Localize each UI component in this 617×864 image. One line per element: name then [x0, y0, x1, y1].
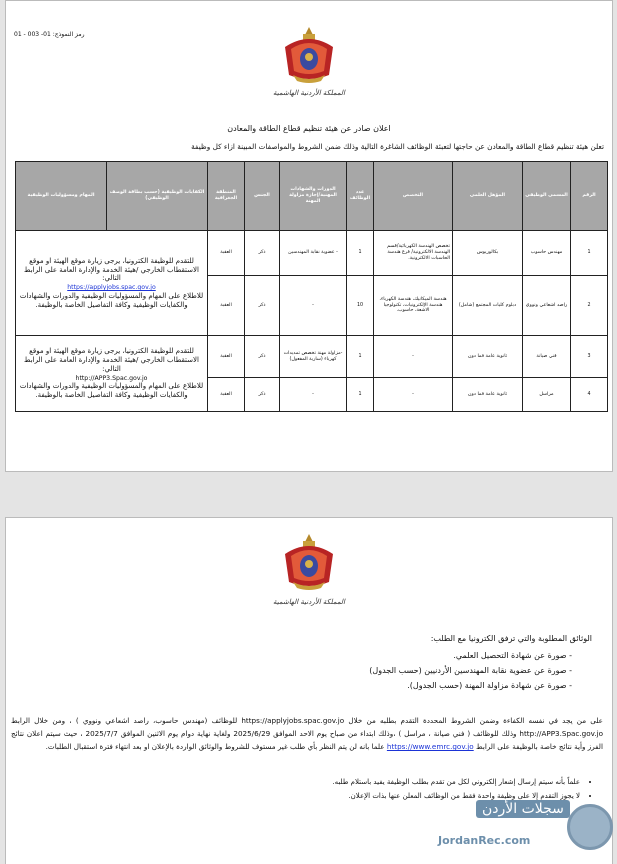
row-gender: ذكر — [245, 276, 280, 336]
list-item: - صورة عن شهادة مزاولة المهنة (حسب الجدول). — [172, 678, 572, 693]
emblem-caption: المملكة الأردنية الهاشمية — [272, 89, 346, 97]
header-count: عدد الوظائف — [347, 162, 374, 231]
row-gender: ذكر — [245, 231, 280, 276]
para-part-4: علما بانه لن يتم النظر بأي طلب غير مستوف للشروط والوثائق الواردة بالإعلان او بعد انتهاء فترة استقبال الطلبات. — [45, 742, 385, 751]
announcement-page-1 — [5, 0, 613, 472]
row-qualification: ثانوية عامة فما دون — [453, 336, 523, 378]
header-no: الرقم — [571, 162, 608, 231]
header-tasks: المهام ومسؤوليات الوظيفية — [16, 162, 107, 231]
table-row — [16, 231, 608, 276]
header-specialization: التخصص — [374, 162, 453, 231]
documents-list — [172, 648, 572, 693]
row-count: 1 — [347, 231, 374, 276]
para-part-2: للوظائف (مهندس حاسوب، راصد اشعاعي ونووي ) ، ومن خلال الرابط — [11, 716, 238, 725]
row-gender: ذكر — [245, 336, 280, 378]
row-courses: -مزاولة مهنة تخصص تمديدات كهرباء (سارية المفعول) — [280, 336, 347, 378]
header-gender: الجنس — [245, 162, 280, 231]
jobs-table — [15, 161, 608, 412]
coat-of-arms-emblem — [279, 532, 339, 592]
row-job: مهندس حاسوب — [523, 231, 571, 276]
row-job: مراسل — [523, 378, 571, 412]
list-item: • علماً بأنه سيتم إرسال إشعار إلكتروني لكل من تقدم بطلب الوظيفة يفيد باستلام طلبه. — [20, 775, 580, 789]
app3-link[interactable]: http://APP3.Spac.gov.jo — [519, 729, 603, 738]
watermark-logo-icon — [567, 804, 613, 850]
row-specialization: - — [374, 336, 453, 378]
row-courses: - عضوية نقابة المهندسين — [280, 231, 347, 276]
row-count: 10 — [347, 276, 374, 336]
row-job: راصد اشعاعي ونووي — [523, 276, 571, 336]
row-region: العقبة — [208, 336, 245, 378]
row-qualification: دبلوم كليات المجتمع (شامل) — [453, 276, 523, 336]
row-no: 1 — [571, 231, 608, 276]
row-region: العقبة — [208, 231, 245, 276]
list-item: - صورة عن شهادة التحصيل العلمي. — [172, 648, 572, 663]
row-specialization: هندسة الميكانيك، هندسة الكهرباء، هندسة الإلكترونيات، تكنولوجيا الاشعة، حاسوب. — [374, 276, 453, 336]
para-part-1: على من يجد في نفسه الكفاءة وضمن الشروط المحددة التقدم بطلبه من خلال — [348, 716, 603, 725]
applyjobs-link[interactable]: https://applyjobs.spac.gov.jo — [67, 284, 156, 291]
row-count: 1 — [347, 336, 374, 378]
announcement-subtitle: تعلن هيئة تنظيم قطاع الطاقة والمعادن عن حاجتها لتعبئة الوظائف الشاغرة التالية وذلك ضمن الشروط والمواصفات المبينة ازاء كل وظيفة — [191, 142, 604, 151]
watermark-arabic: سجلات الأردن — [476, 800, 570, 818]
row-qualification: ثانوية عامة فما دون — [453, 378, 523, 412]
application-paragraph — [11, 714, 603, 753]
list-item: - صورة عن عضوية نقابة المهندسين الأردنيين (حسب الجدول) — [172, 663, 572, 678]
header-region: المنطقة الجغرافية — [208, 162, 245, 231]
applyjobs-link[interactable]: https://applyjobs.spac.gov.jo — [241, 716, 345, 725]
para-part-3: وذلك للوظائف ( فني صيانة ، مراسل ) ،وذلك ابتداء من صباح يوم الاحد الموافق 2025/6/29 ولغاية نهاية دوام يوم الاثنين الموافق 2025/7/7 ، حيث سيتم اعلان نتائج الفرز وأية نتائج خاصة بالوظيفة على الرابط — [11, 729, 603, 751]
header-qualification: المؤهل العلمي — [453, 162, 523, 231]
row-job: فني صيانة — [523, 336, 571, 378]
row-no: 3 — [571, 336, 608, 378]
row-courses: - — [280, 276, 347, 336]
header-courses: الدورات والشهادات المهنية/إجازة مزاولة المهنة — [280, 162, 347, 231]
row-courses: - — [280, 378, 347, 412]
documents-title: الوثائق المطلوبة والتي ترفق الكترونيا مع الطلب: — [430, 634, 592, 643]
list-item: • لا يجوز التقدم إلا على وظيفة واحدة فقط من الوظائف المعلن عنها بذات الإعلان. — [20, 789, 580, 803]
row-region: العقبة — [208, 276, 245, 336]
row-count: 1 — [347, 378, 374, 412]
table-row — [16, 336, 608, 378]
emblem-caption: المملكة الأردنية الهاشمية — [272, 598, 346, 606]
watermark-latin: JordanRec.com — [438, 834, 531, 847]
header-competencies: الكفايات الوظيفية (حسب بطاقة الوصف الوظيفي) — [107, 162, 208, 231]
group2-description — [16, 336, 208, 412]
app3-link[interactable]: http://APP3.Spac.gov.jo — [75, 374, 148, 382]
group1-text-after: للاطلاع على المهام والمسؤوليات الوظيفية والدورات والشهادات والكفايات الوظيفية وكافة التفاصيل الخاصة بالوظيفة. — [19, 291, 204, 309]
table-header-row — [16, 162, 608, 231]
row-gender: ذكر — [245, 378, 280, 412]
announcement-title: اعلان صادر عن هيئة تنظيم قطاع الطاقة والمعادن — [227, 124, 391, 133]
row-qualification: بكالوريوس — [453, 231, 523, 276]
group2-text-after: للاطلاع على المهام والمسؤوليات الوظيفية والدورات والشهادات والكفايات الوظيفية وكافة التفاصيل الخاصة بالوظيفة. — [19, 382, 204, 399]
coat-of-arms-emblem — [279, 25, 339, 85]
row-no: 2 — [571, 276, 608, 336]
group1-description — [16, 231, 208, 336]
group1-text-before: للتقدم للوظيفة الكترونيا، يرجى زيارة موقع الهيئة او موقع الاستقطاب الخارجي /هيئة الخدمة والإدارة العامة على الرابط التالي: — [24, 256, 199, 283]
row-specialization: تخصص الهندسة الكهربائية/قسم الهندسة الالكترونية/ فرع هندسة الحاسبات الالكترونية. — [374, 231, 453, 276]
row-region: العقبة — [208, 378, 245, 412]
row-specialization: - — [374, 378, 453, 412]
header-job: المسمى الوظيفي — [523, 162, 571, 231]
form-code: رمز النموذج: 01- 003 - 01 — [14, 31, 85, 38]
emrc-link[interactable]: https://www.emrc.gov.jo — [386, 742, 474, 751]
group2-text-before: للتقدم للوظيفة الكترونيا، يرجى زيارة موقع الهيئة او موقع الاستقطاب الخارجي /هيئة الخدمة والإدارة العامة على الرابط التالي: — [24, 347, 199, 373]
notes-list — [20, 775, 590, 803]
row-no: 4 — [571, 378, 608, 412]
